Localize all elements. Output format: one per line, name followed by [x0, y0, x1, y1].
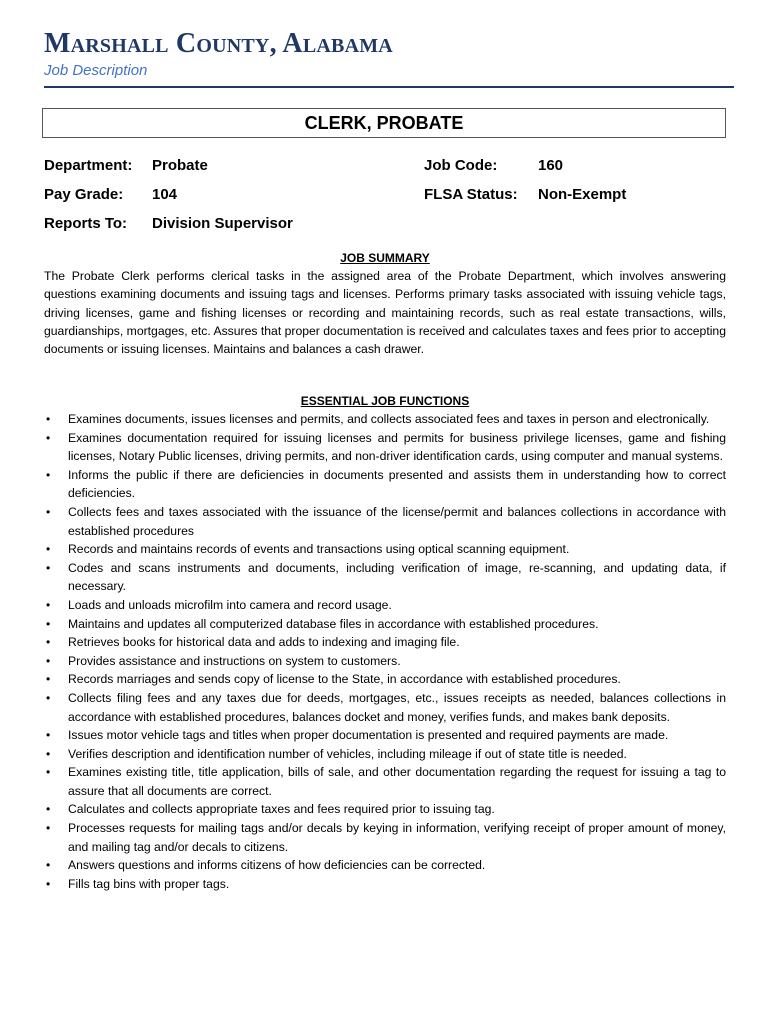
- flsa-status-label: FLSA Status:: [424, 186, 518, 203]
- bullet-icon: •: [46, 542, 51, 557]
- function-item-text: Maintains and updates all computerized database files in accordance with established procedures.: [68, 616, 599, 631]
- function-item-text: Informs the public if there are deficiencies in documents presented and assists them in understanding how to correct deficiencies.: [68, 467, 726, 501]
- bullet-icon: •: [46, 802, 51, 817]
- function-item-text: Examines existing title, title application, bills of sale, and other documentation regarding the request for issuing a tag to assure that all documents are correct.: [68, 765, 726, 798]
- function-item-text: Collects fees and taxes associated with the issuance of the license/permit and balances collections in accordance with established procedures: [68, 504, 726, 538]
- bullet-icon: •: [46, 412, 51, 426]
- function-item-text: Processes requests for mailing tags and/or decals by keying in information, verifying receipt of proper amount of money, and mailing tag and/or decals to citizens.: [68, 821, 726, 854]
- function-item-text: Fills tag bins with proper tags.: [68, 876, 230, 891]
- bullet-icon: •: [46, 672, 51, 687]
- reports-to-value: Division Supervisor: [152, 215, 293, 232]
- function-item: [44, 596, 726, 615]
- function-item: [44, 633, 726, 652]
- function-item: [44, 615, 726, 634]
- function-item-text: Retrieves books for historical data and adds to indexing and imaging file.: [68, 635, 460, 650]
- county-heading: Marshall County, Alabama: [44, 28, 393, 59]
- function-item-text: Issues motor vehicle tags and titles when proper documentation is presented and required payments are made.: [68, 728, 669, 743]
- bullet-icon: •: [46, 635, 51, 650]
- function-item-text: Examines documents, issues licenses and permits, and collects associated fees and taxes in person and electronically.: [68, 412, 710, 426]
- bullet-icon: •: [46, 430, 51, 445]
- job-code-label: Job Code:: [424, 157, 498, 174]
- bullet-icon: •: [46, 858, 51, 873]
- bullet-icon: •: [46, 765, 51, 780]
- bullet-icon: •: [46, 821, 51, 836]
- function-item-text: Collects filing fees and any taxes due for deeds, mortgages, etc., issues receipts as needed, balances collections in accordance with established procedures, balances docket and money, verifies funds, and makes bank deposits.: [68, 690, 726, 724]
- bullet-icon: •: [46, 746, 51, 761]
- bullet-icon: •: [46, 560, 51, 575]
- function-item-text: Loads and unloads microfilm into camera and record usage.: [68, 597, 392, 612]
- function-item: [44, 670, 726, 689]
- function-item-text: Records marriages and sends copy of license to the State, in accordance with established procedures.: [68, 672, 621, 687]
- function-item: [44, 745, 726, 764]
- bullet-icon: •: [46, 876, 51, 891]
- bullet-icon: •: [46, 653, 51, 668]
- bullet-icon: •: [46, 728, 51, 743]
- function-item: [44, 559, 726, 596]
- essential-functions-heading: ESSENTIAL JOB FUNCTIONS: [300, 394, 470, 408]
- pay-grade-value: 104: [152, 186, 178, 203]
- function-item-text: Records and maintains records of events and transactions using optical scanning equipment.: [68, 542, 570, 557]
- pay-grade-label: Pay Grade:: [44, 186, 124, 203]
- bullet-icon: •: [46, 504, 51, 519]
- function-item: [44, 800, 726, 819]
- function-item: [44, 540, 726, 559]
- function-item: [44, 503, 726, 540]
- job-title: CLERK, PROBATE: [304, 112, 464, 133]
- function-item-text: Answers questions and informs citizens of how deficiencies can be corrected.: [68, 858, 486, 873]
- function-item: [44, 856, 726, 875]
- bullet-icon: •: [46, 690, 51, 705]
- function-item-text: Examines documentation required for issuing licenses and permits for business privilege licenses, game and fishing licenses, Notary Public licenses, driving permits, and non-driver identification cards, using computer and manual systems.: [68, 430, 726, 464]
- function-item: [44, 466, 726, 503]
- reports-to-label: Reports To:: [44, 215, 128, 232]
- document-subtitle: Job Description: [44, 62, 148, 79]
- function-item: [44, 410, 726, 429]
- function-item-text: Codes and scans instruments and documents, including verification of image, re-scanning, and updating data, if necessary.: [68, 560, 726, 594]
- bullet-icon: •: [46, 616, 51, 631]
- bullet-icon: •: [46, 467, 51, 482]
- essential-functions-list: [44, 410, 726, 893]
- bullet-icon: •: [46, 597, 51, 612]
- department-value: Probate: [152, 157, 208, 174]
- function-item-text: Verifies description and identification number of vehicles, including mileage if out of state title is needed.: [68, 746, 627, 761]
- flsa-status-value: Non-Exempt: [538, 186, 627, 203]
- function-item-text: Calculates and collects appropriate taxes and fees required prior to issuing tag.: [68, 802, 495, 817]
- job-summary-text: The Probate Clerk performs clerical tasks in the assigned area of the Probate Department, which involves answering questions examining documents and issuing tags and licenses. Performs primary tasks associated with issuing vehicle tags, driving licenses, game and fishing licenses or recording and maintaining records, such as real estate transactions, wills, guardianships, mortgages, etc. Assures that proper documentation is received and calculates taxes and fees prior to accepting documents or issuing licenses. Maintains and balances a cash drawer.: [44, 269, 726, 357]
- header-divider: [44, 86, 734, 88]
- function-item-text: Provides assistance and instructions on system to customers.: [68, 653, 401, 668]
- function-item: [44, 875, 726, 894]
- job-code-value: 160: [538, 157, 564, 174]
- function-item: [44, 726, 726, 745]
- job-summary-heading: JOB SUMMARY: [340, 251, 430, 265]
- department-label: Department:: [44, 157, 133, 174]
- function-item: [44, 652, 726, 671]
- job-title-box: [42, 108, 726, 138]
- function-item: [44, 429, 726, 466]
- function-item: [44, 763, 726, 800]
- function-item: [44, 689, 726, 726]
- function-item: [44, 819, 726, 856]
